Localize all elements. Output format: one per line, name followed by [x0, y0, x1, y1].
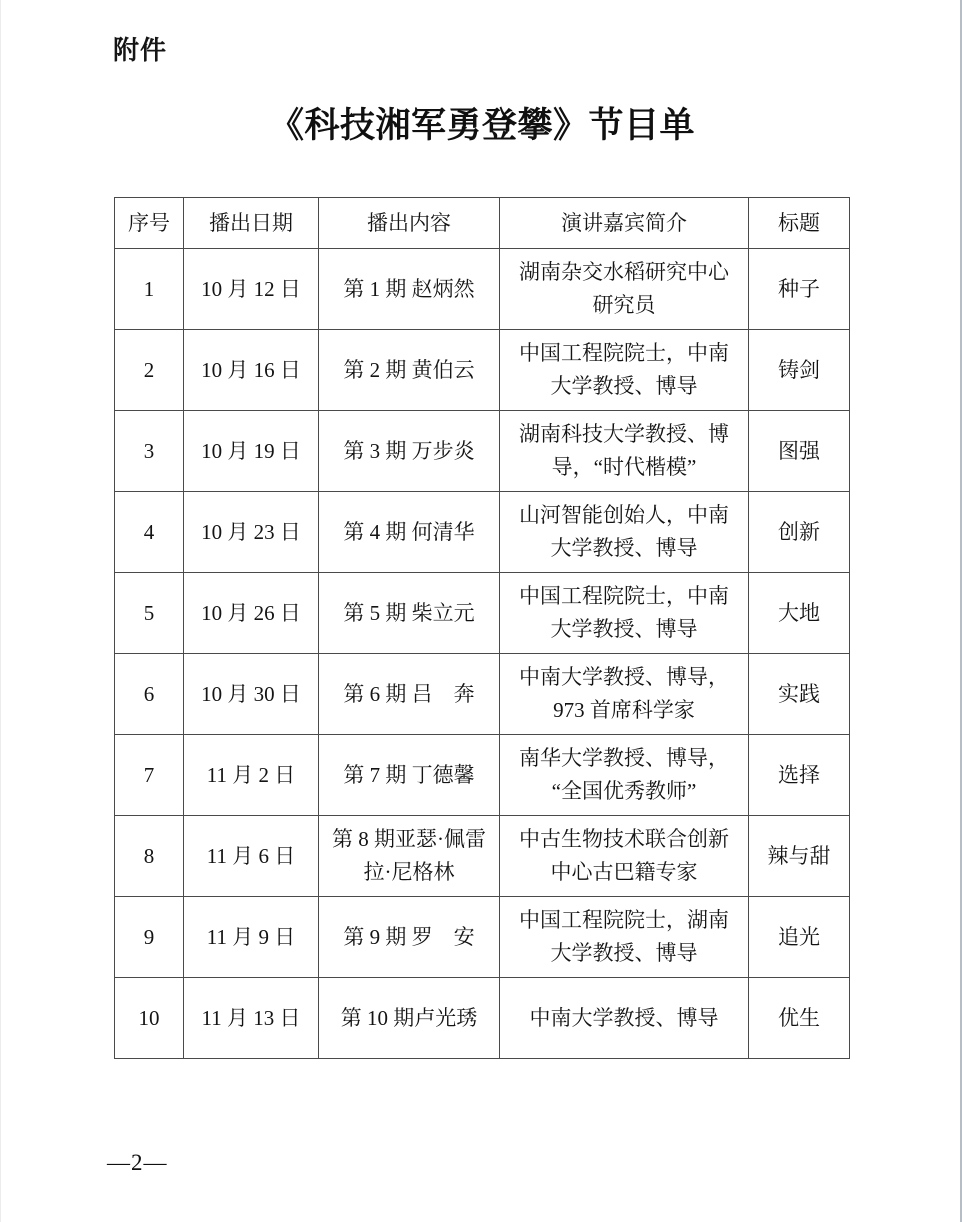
cell-no: 6 [115, 654, 184, 735]
cell-title: 大地 [749, 573, 850, 654]
cell-content: 第 5 期 柴立元 [319, 573, 500, 654]
table-row [115, 978, 850, 1059]
cell-title: 优生 [749, 978, 850, 1059]
cell-guest: 南华大学教授、博导，“全国优秀教师” [500, 735, 749, 816]
header-guest-intro: 演讲嘉宾简介 [500, 198, 749, 249]
header-broadcast-content: 播出内容 [319, 198, 500, 249]
cell-title: 图强 [749, 411, 850, 492]
cell-title: 选择 [749, 735, 850, 816]
cell-guest: 中南大学教授、博导 [500, 978, 749, 1059]
cell-date: 11 月 9 日 [184, 897, 319, 978]
attachment-label: 附件 [113, 35, 168, 65]
cell-date: 11 月 2 日 [184, 735, 319, 816]
program-table-header [115, 198, 850, 249]
cell-content: 第 7 期 丁德馨 [319, 735, 500, 816]
table-row [115, 897, 850, 978]
header-episode-title: 标题 [749, 198, 850, 249]
program-table [114, 197, 850, 1059]
cell-content: 第 10 期卢光琇 [319, 978, 500, 1059]
cell-title: 追光 [749, 897, 850, 978]
cell-guest: 湖南科技大学教授、博导，“时代楷模” [500, 411, 749, 492]
cell-date: 10 月 23 日 [184, 492, 319, 573]
table-row [115, 573, 850, 654]
table-row [115, 654, 850, 735]
cell-no: 3 [115, 411, 184, 492]
table-row [115, 492, 850, 573]
cell-title: 创新 [749, 492, 850, 573]
cell-no: 5 [115, 573, 184, 654]
table-row [115, 330, 850, 411]
cell-date: 11 月 6 日 [184, 816, 319, 897]
header-row [115, 198, 850, 249]
cell-guest: 中国工程院院士，中南大学教授、博导 [500, 330, 749, 411]
cell-content: 第 8 期亚瑟·佩雷拉·尼格林 [319, 816, 500, 897]
cell-date: 10 月 19 日 [184, 411, 319, 492]
table-row [115, 735, 850, 816]
cell-title: 辣与甜 [749, 816, 850, 897]
cell-guest: 中国工程院院士，湖南大学教授、博导 [500, 897, 749, 978]
page-number: —2— [107, 1150, 168, 1175]
cell-guest: 中南大学教授、博导，973 首席科学家 [500, 654, 749, 735]
cell-no: 4 [115, 492, 184, 573]
header-broadcast-date: 播出日期 [184, 198, 319, 249]
cell-date: 10 月 26 日 [184, 573, 319, 654]
cell-title: 种子 [749, 249, 850, 330]
cell-no: 7 [115, 735, 184, 816]
cell-content: 第 1 期 赵炳然 [319, 249, 500, 330]
cell-date: 10 月 16 日 [184, 330, 319, 411]
cell-no: 1 [115, 249, 184, 330]
cell-guest: 中国工程院院士，中南大学教授、博导 [500, 573, 749, 654]
table-row [115, 249, 850, 330]
cell-content: 第 2 期 黄伯云 [319, 330, 500, 411]
cell-no: 10 [115, 978, 184, 1059]
table-row [115, 816, 850, 897]
cell-title: 铸剑 [749, 330, 850, 411]
table-row [115, 411, 850, 492]
cell-no: 2 [115, 330, 184, 411]
cell-no: 8 [115, 816, 184, 897]
cell-content: 第 9 期 罗 安 [319, 897, 500, 978]
cell-content: 第 4 期 何清华 [319, 492, 500, 573]
cell-guest: 中古生物技术联合创新中心古巴籍专家 [500, 816, 749, 897]
cell-guest: 湖南杂交水稻研究中心研究员 [500, 249, 749, 330]
program-table-body [115, 249, 850, 1059]
cell-content: 第 3 期 万步炎 [319, 411, 500, 492]
header-serial-number: 序号 [115, 198, 184, 249]
cell-date: 10 月 30 日 [184, 654, 319, 735]
page-title: 《科技湘军勇登攀》节目单 [268, 106, 695, 145]
cell-date: 10 月 12 日 [184, 249, 319, 330]
cell-no: 9 [115, 897, 184, 978]
cell-date: 11 月 13 日 [184, 978, 319, 1059]
cell-content: 第 6 期 吕 奔 [319, 654, 500, 735]
cell-guest: 山河智能创始人，中南大学教授、博导 [500, 492, 749, 573]
cell-title: 实践 [749, 654, 850, 735]
